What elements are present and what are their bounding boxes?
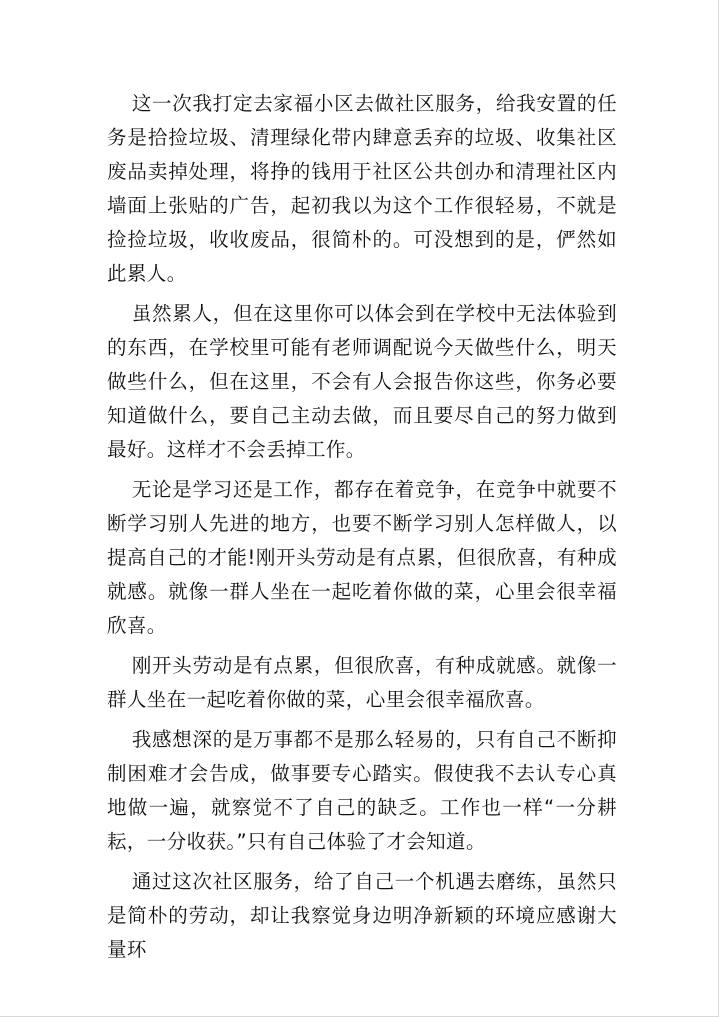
paragraph-2: 虽然累人，但在这里你可以体会到在学校中无法体验到的东西，在学校里可能有老师调配说今天做些什么，明天做些什么，但在这里，不会有人会报告你这些，你务必要知道做什么，要自己主动去做，而且要尽自己的努力做到最好。这样才不会丢掉工作。 (107, 302, 617, 461)
document-body (107, 87, 617, 967)
paragraph-4: 刚开头劳动是有点累，但很欣喜，有种成就感。就像一群人坐在一起吃着你做的菜，心里会很幸福欣喜。 (107, 654, 617, 711)
paragraph-5: 我感想深的是万事都不是那么轻易的，只有自己不断抑制困难才会告成，做事要专心踏实。假使我不去认专心真地做一遍，就察觉不了自己的缺乏。工作也一样“一分耕耘，一分收获。”只有自己体验了才会知道。 (107, 728, 617, 853)
paragraph-6: 通过这次社区服务，给了自己一个机遇去磨练，虽然只是简朴的劳动，却让我察觉身边明净新颖的环境应感谢大量环 (107, 870, 617, 961)
paragraph-3: 无论是学习还是工作，都存在着竞争，在竞争中就要不断学习别人先进的地方，也要不断学习别人怎样做人，以提高自己的才能!刚开头劳动是有点累，但很欣喜，有种成就感。就像一群人坐在一起吃着你做的菜，心里会很幸福欣喜。 (107, 478, 617, 637)
paragraph-1: 这一次我打定去家福小区去做社区服务，给我安置的任务是拾捡垃圾、清理绿化带内肆意丢弃的垃圾、收集社区废品卖掉处理，将挣的钱用于社区公共创办和清理社区内墙面上张贴的广告，起初我以为这个工作很轻易，不就是捡捡垃圾，收收废品，很简朴的。可没想到的是，俨然如此累人。 (107, 92, 617, 285)
